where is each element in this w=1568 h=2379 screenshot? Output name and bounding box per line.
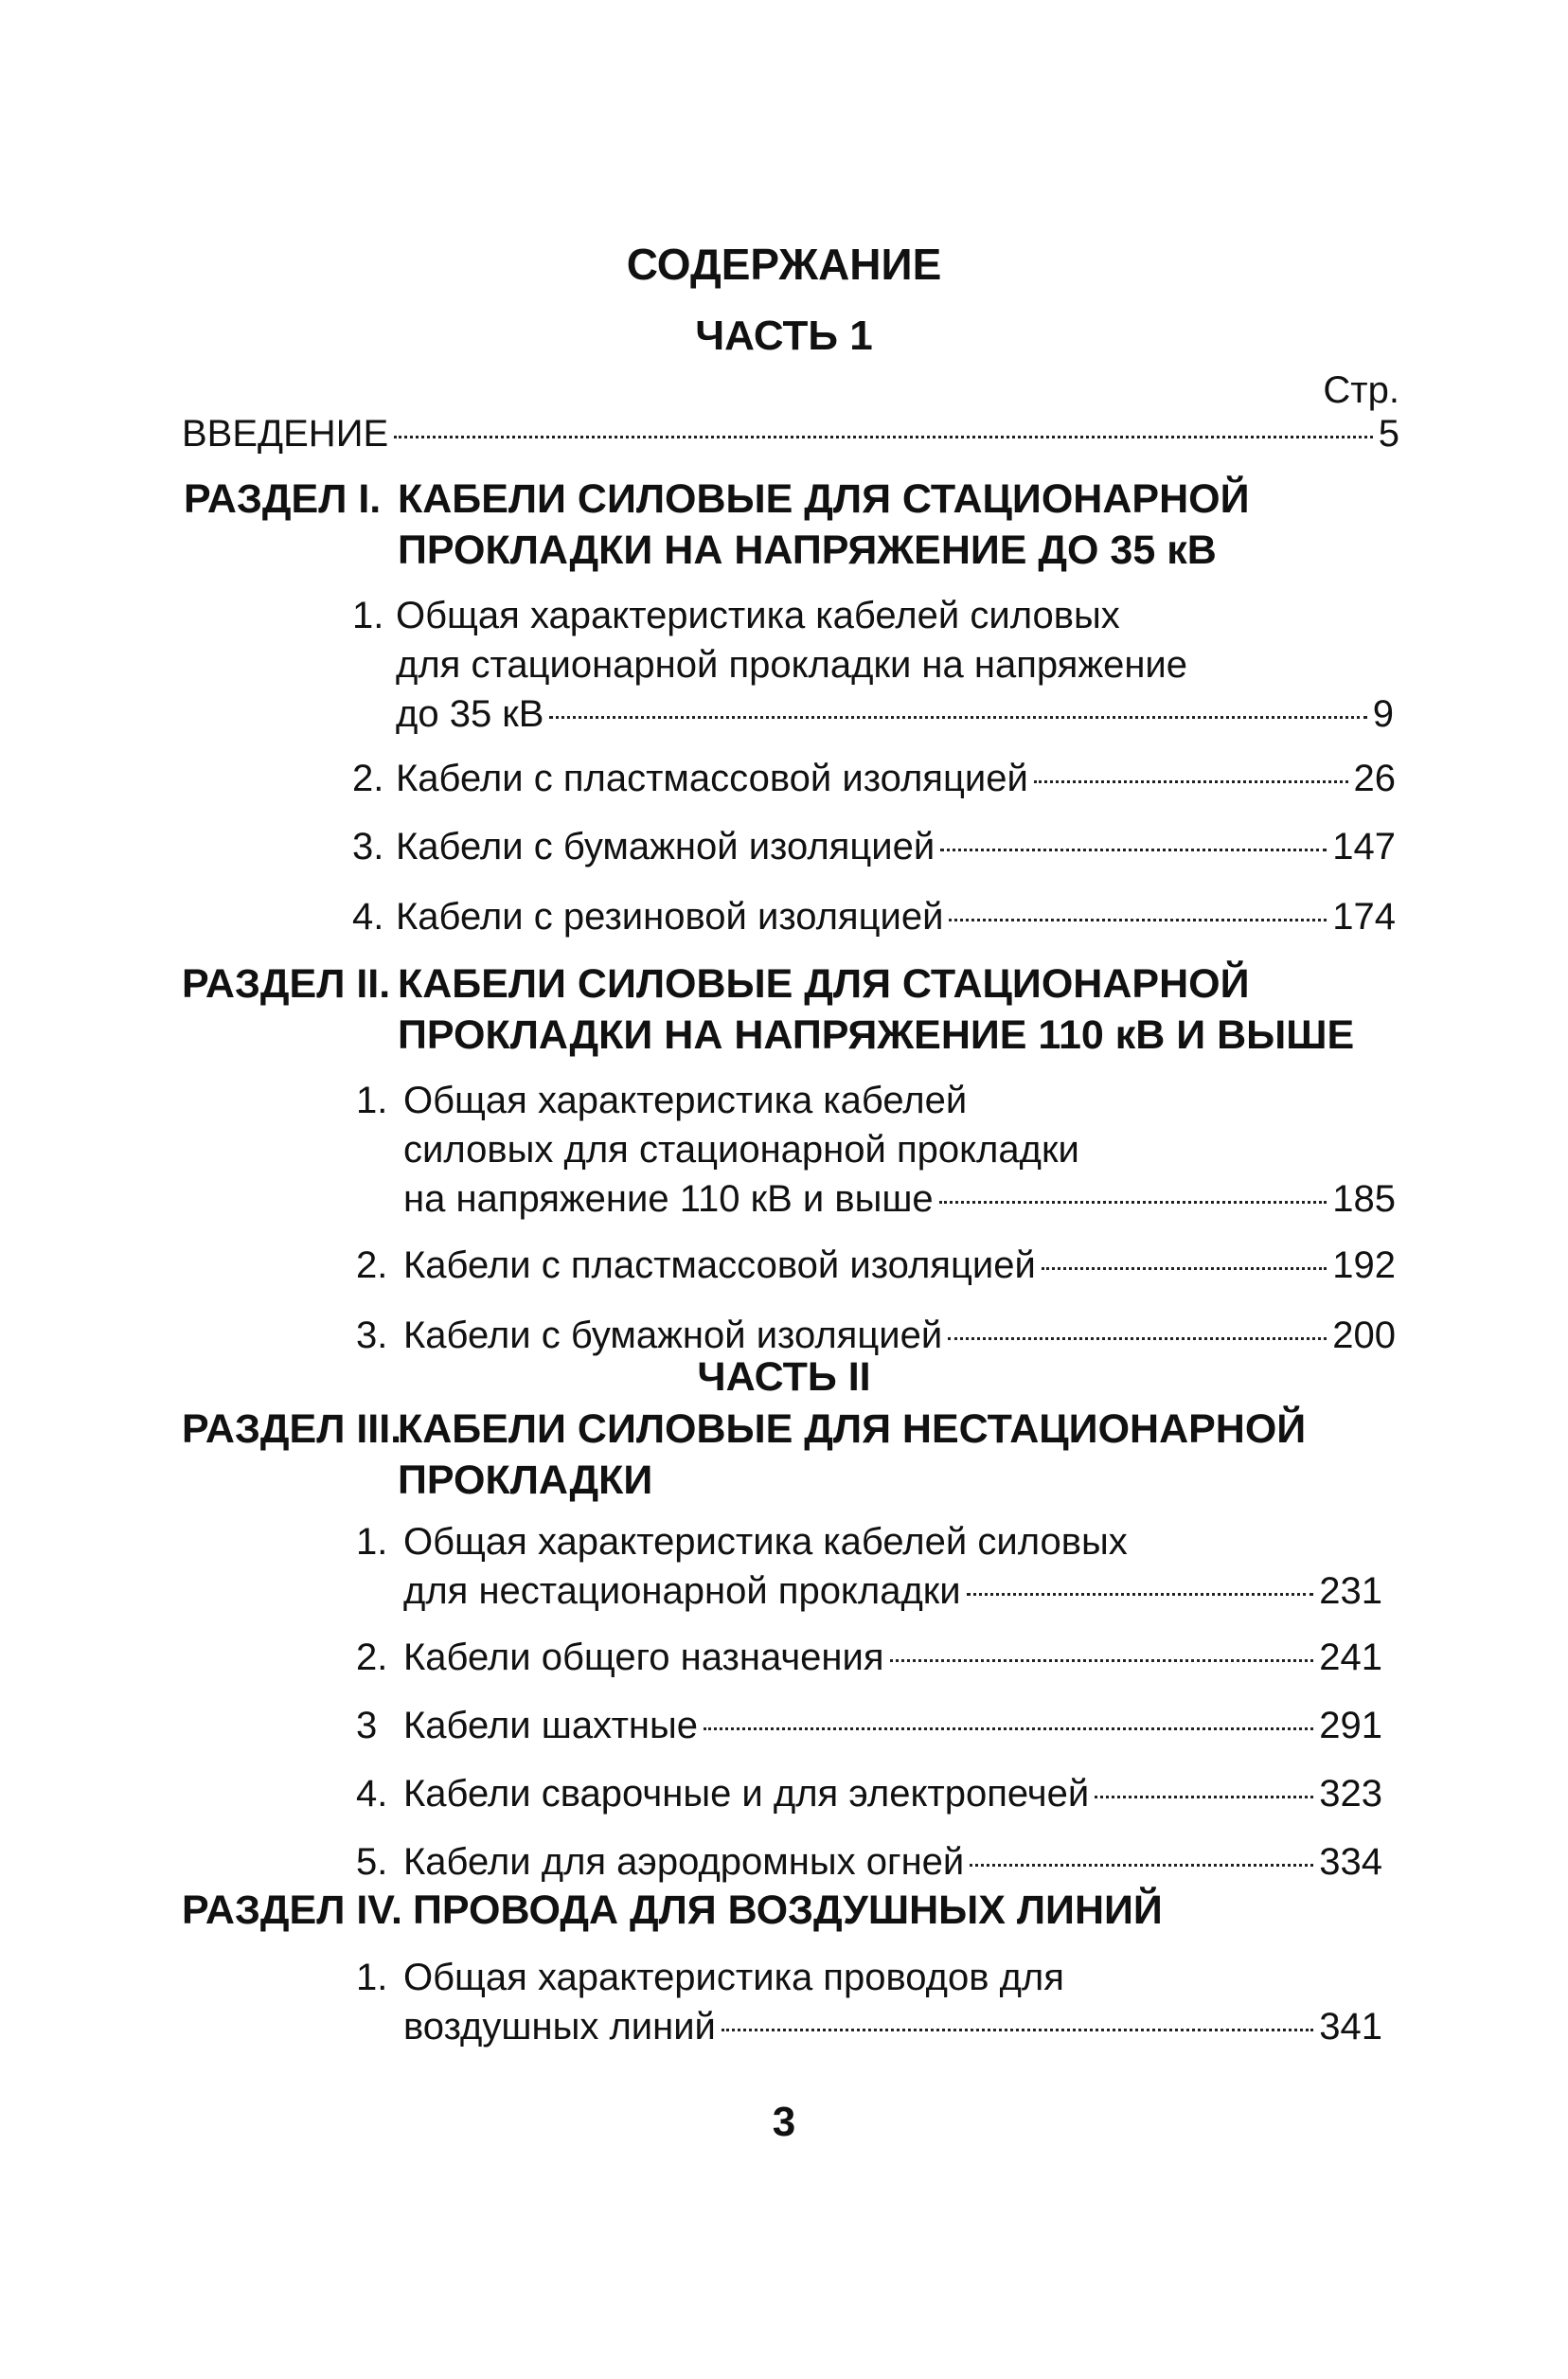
toc-entry[interactable]	[403, 1241, 1396, 1290]
page-column-label: Стр.	[1323, 369, 1399, 411]
toc-entry-page: 26	[1353, 758, 1396, 799]
toc-entry-intro[interactable]	[182, 409, 1399, 458]
toc-entry-title: Кабели шахтные	[403, 1705, 699, 1746]
toc-entry-page: 241	[1319, 1637, 1382, 1678]
toc-entry-line: Общая характеристика проводов для	[403, 1957, 1064, 1998]
toc-entry[interactable]	[403, 1311, 1396, 1360]
dot-leader	[722, 2029, 1313, 2031]
section-2-heading	[182, 958, 1413, 1063]
toc-entry-title: ВВЕДЕНИЕ	[182, 413, 389, 455]
part-1-heading: ЧАСТЬ 1	[695, 313, 873, 359]
toc-entry-title: для нестационарной прокладки	[403, 1570, 961, 1612]
item-number: 3.	[356, 1315, 388, 1356]
page-title: СОДЕРЖАНИЕ	[626, 240, 942, 289]
dot-leader	[970, 1864, 1313, 1867]
dot-leader	[1042, 1267, 1327, 1270]
item-number: 1.	[352, 595, 384, 636]
dot-leader	[704, 1727, 1313, 1730]
section-label: РАЗДЕЛ III.	[182, 1406, 402, 1452]
part-2-heading: ЧАСТЬ II	[697, 1354, 871, 1400]
toc-entry-page: 174	[1332, 896, 1396, 938]
toc-entry[interactable]	[396, 754, 1396, 803]
toc-entry-title: Кабели с пластмассовой изоляцией	[403, 1244, 1036, 1286]
dot-leader	[1095, 1796, 1313, 1798]
toc-entry-line: силовых для стационарной прокладки	[403, 1129, 1079, 1171]
toc-entry-line: Общая характеристика кабелей	[403, 1080, 968, 1121]
toc-entry-page: 323	[1319, 1773, 1382, 1815]
toc-entry-title: на напряжение 110 кВ и выше	[403, 1178, 934, 1220]
toc-entry[interactable]	[396, 689, 1394, 739]
toc-entry[interactable]	[396, 892, 1396, 941]
toc-entry-page: 341	[1319, 2006, 1382, 2048]
dot-leader	[948, 1337, 1327, 1340]
toc-entry[interactable]	[403, 1769, 1382, 1818]
section-title-line: КАБЕЛИ СИЛОВЫЕ ДЛЯ НЕСТАЦИОНАРНОЙ	[398, 1406, 1307, 1452]
toc-entry-title: Кабели с бумажной изоляцией	[396, 826, 935, 868]
toc-entry[interactable]	[403, 1633, 1382, 1682]
section-title-line: ПРОВОДА ДЛЯ ВОЗДУШНЫХ ЛИНИЙ	[413, 1887, 1163, 1933]
toc-entry-page: 185	[1332, 1178, 1396, 1220]
item-number: 3.	[352, 826, 384, 868]
toc-entry-page: 200	[1332, 1315, 1396, 1356]
toc-entry-title: Кабели для аэродромных огней	[403, 1841, 965, 1883]
dot-leader	[967, 1593, 1314, 1596]
section-label: РАЗДЕЛ II.	[182, 961, 391, 1007]
toc-entry-title: воздушных линий	[403, 2006, 716, 2048]
item-number: 1.	[356, 1080, 388, 1121]
toc-entry[interactable]	[403, 1174, 1396, 1224]
dot-leader	[939, 1201, 1327, 1204]
toc-entry-page: 9	[1372, 693, 1394, 735]
toc-entry-line: Общая характеристика кабелей силовых	[396, 595, 1120, 636]
dot-leader	[890, 1659, 1314, 1662]
toc-entry-title: Кабели с резиновой изоляцией	[396, 896, 944, 938]
toc-entry-line: для стационарной прокладки на напряжение	[396, 644, 1188, 686]
toc-entry-page: 231	[1319, 1570, 1382, 1612]
dot-leader	[940, 849, 1327, 851]
toc-entry-line: Общая характеристика кабелей силовых	[403, 1521, 1128, 1563]
toc-entry[interactable]	[403, 1566, 1382, 1616]
dot-leader	[1034, 780, 1348, 783]
toc-entry-page: 147	[1332, 826, 1396, 868]
toc-entry-title: Кабели с бумажной изоляцией	[403, 1315, 943, 1356]
page-number: 3	[772, 2099, 796, 2145]
section-3-heading	[182, 1404, 1413, 1508]
section-label: РАЗДЕЛ IV.	[182, 1887, 402, 1933]
item-number: 2.	[352, 758, 384, 799]
toc-entry-title: до 35 кВ	[396, 693, 544, 735]
toc-entry-page: 5	[1378, 413, 1399, 455]
section-title-line: КАБЕЛИ СИЛОВЫЕ ДЛЯ СТАЦИОНАРНОЙ	[398, 961, 1250, 1007]
item-number: 4.	[356, 1773, 388, 1815]
section-4-heading	[182, 1885, 1413, 1938]
toc-entry[interactable]	[403, 1837, 1382, 1887]
toc-entry[interactable]	[403, 2002, 1382, 2051]
section-title-line: КАБЕЛИ СИЛОВЫЕ ДЛЯ СТАЦИОНАРНОЙ	[398, 476, 1250, 522]
toc-entry[interactable]	[396, 822, 1396, 871]
item-number: 4.	[352, 896, 384, 938]
item-number: 5.	[356, 1841, 388, 1883]
item-number: 2.	[356, 1244, 388, 1286]
item-number: 3	[356, 1705, 378, 1746]
toc-entry-page: 334	[1319, 1841, 1382, 1883]
dot-leader	[549, 716, 1366, 719]
toc-entry-title: Кабели сварочные и для электропечей	[403, 1773, 1090, 1815]
section-title-line: ПРОКЛАДКИ НА НАПРЯЖЕНИЕ ДО 35 кВ	[398, 528, 1217, 573]
item-number: 1.	[356, 1957, 388, 1998]
dot-leader	[394, 436, 1373, 438]
section-label: РАЗДЕЛ I.	[184, 476, 382, 522]
section-1-heading	[184, 474, 1415, 578]
toc-entry-page: 291	[1319, 1705, 1382, 1746]
dot-leader	[949, 919, 1327, 921]
toc-entry-title: Кабели с пластмассовой изоляцией	[396, 758, 1028, 799]
item-number: 1.	[356, 1521, 388, 1563]
section-title-line: ПРОКЛАДКИ НА НАПРЯЖЕНИЕ 110 кВ И ВЫШЕ	[398, 1012, 1355, 1058]
toc-entry[interactable]	[403, 1701, 1382, 1750]
section-title-line: ПРОКЛАДКИ	[398, 1458, 653, 1503]
item-number: 2.	[356, 1637, 388, 1678]
toc-entry-page: 192	[1332, 1244, 1396, 1286]
toc-entry-title: Кабели общего назначения	[403, 1637, 884, 1678]
